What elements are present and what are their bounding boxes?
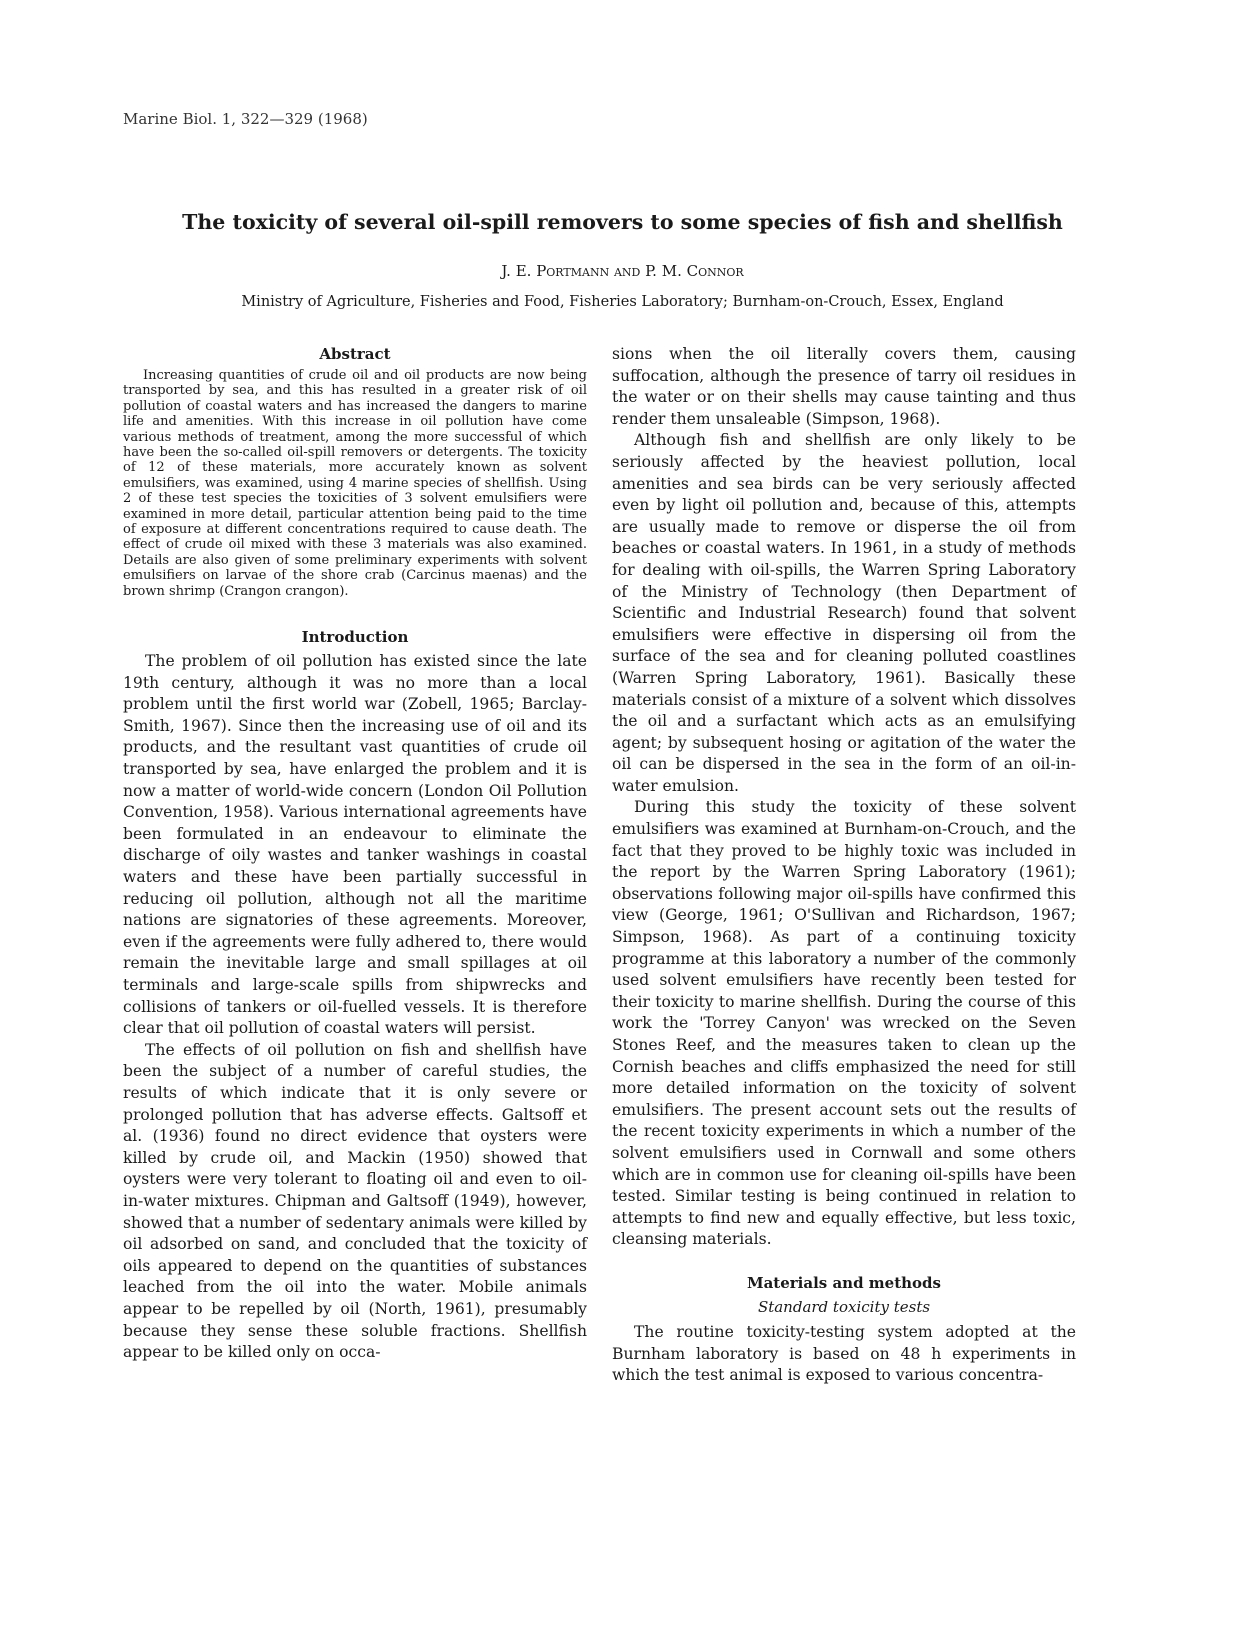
right-paragraph-2: Although fish and shellfish are only likely to be seriously affected by the heaviest pollution, local amenities and sea birds can be very seriously affected even by light oil pollution and, because of this, attempts are usually made to remove or disperse the oil from beaches or coastal waters. In 1961, in a study of methods for dealing with oil-spills, the Warren Spring Laboratory of the Ministry of Technology (then Department of Scientific and Industrial Research) found that solvent emulsifiers were effective in dispersing oil from the surface of the sea and for cleaning polluted coastlines (Warren Spring Laboratory, 1961). Basically these materials consist of a mixture of a solvent which dissolves the oil and a surfactant which acts as an emulsifying agent; by subsequent hosing or agitation of the water the oil can be dispersed in the sea in the form of an oil-in-water emulsion.	[612, 431, 1076, 795]
intro-paragraph-1: The problem of oil pollution has existed since the late 19th century, although it was no more than a local problem until the first world war (Zobell, 1965; Barclay-Smith, 1967). Since then the increasing use of oil and its products, and the resultant vast quantities of crude oil transported by sea, have enlarged the problem and it is now a matter of world-wide concern (London Oil Pollution Convention, 1958). Various international agreements have been formulated in an endeavour to eliminate the discharge of oily wastes and tanker washings in coastal waters and these have been partially successful in reducing oil pollution, although not all the maritime nations are signatories of these agreements. Moreover, even if the agreements were fully adhered to, there would remain the inevitable large and small spillages at oil terminals and large-scale spills from shipwrecks and collisions of tankers or oil-fuelled vessels. It is therefore clear that oil pollution of coastal waters will persist.	[123, 652, 587, 1038]
methods-paragraph: The routine toxicity-testing system adopted at the Burnham laboratory is based on 48 h experiments in which the test animal is exposed to various concentra-	[612, 1322, 1076, 1385]
right-column	[612, 344, 1076, 1387]
affiliation: Ministry of Agriculture, Fisheries and Food, Fisheries Laboratory; Burnham-on-Crouch, Essex, England	[241, 294, 1004, 310]
journal-citation: Marine Biol. 1, 322—329 (1968)	[123, 110, 368, 128]
introduction-heading: Introduction	[301, 628, 409, 647]
abstract-text: Increasing quantities of crude oil and oil products are now being transported by sea, and this has resulted in a greater risk of oil pollution of coastal waters and has increased the dangers to marine life and amenities. With this increase in oil pollution have come various methods of treatment, among the more successful of which have been the so-called oil-spill removers or detergents. The toxicity of 12 of these materials, more accurately known as solvent emulsifiers, was examined, using 4 marine species of shellfish. Using 2 of these test species the toxicities of 3 solvent emulsifiers were examined in more detail, particular attention being paid to the time of exposure at different concentrations required to cause death. The effect of crude oil mixed with these 3 materials was also examined. Details are also given of some preliminary experiments with solvent emulsifiers on larvae of the shore crab (Carcinus maenas) and the brown shrimp (Crangon crangon).	[123, 368, 587, 599]
paper-title: The toxicity of several oil-spill removers to some species of fish and shellfish	[182, 210, 1063, 234]
right-paragraph-1: sions when the oil literally covers them, causing suffocation, although the presence of tarry oil residues in the water or on their shells may cause tainting and thus render them unsaleable (Simpson, 1968).	[612, 345, 1076, 428]
right-paragraph-3: During this study the toxicity of these solvent emulsifiers was examined at Burnham-on-Crouch, and the fact that they proved to be highly toxic was included in the report by the Warren Spring Laboratory (1961); observations following major oil-spills have confirmed this view (George, 1961; O'Sullivan and Richardson, 1967; Simpson, 1968). As part of a continuing toxicity programme at this laboratory a number of the commonly used solvent emulsifiers have recently been tested for their toxicity to marine shellfish. During the course of this work the 'Torrey Canyon' was wrecked on the Seven Stones Reef, and the measures taken to clean up the Cornish beaches and cliffs emphasized the need for still more detailed information on the toxicity of solvent emulsifiers. The present account sets out the results of the recent toxicity experiments in which a number of the solvent emulsifiers used in Cornwall and some others which are in common use for cleaning oil-spills have been tested. Similar testing is being continued in relation to attempts to find new and equally effective, but less toxic, cleansing materials.	[612, 798, 1076, 1249]
abstract-heading: Abstract	[319, 345, 391, 363]
authors: J. E. Portmann and P. M. Connor	[501, 262, 744, 280]
left-column	[123, 344, 587, 1364]
intro-paragraph-2: The effects of oil pollution on fish and shellfish have been the subject of a number of careful studies, the results of which indicate that it is only severe or prolonged pollution that has adverse effects. Galtsoff et al. (1936) found no direct evidence that oysters were killed by crude oil, and Mackin (1950) showed that oysters were very tolerant to floating oil and even to oil-in-water mixtures. Chipman and Galtsoff (1949), however, showed that a number of sedentary animals were killed by oil adsorbed on sand, and concluded that the toxicity of oils appeared to depend on the quantities of substances leached from the oil into the water. Mobile animals appear to be repelled by oil (North, 1961), presumably because they sense these soluble fractions. Shellfish appear to be killed only on occa-	[123, 1040, 587, 1362]
methods-heading: Materials and methods	[746, 1273, 941, 1292]
methods-subheading: Standard toxicity tests	[757, 1297, 931, 1316]
